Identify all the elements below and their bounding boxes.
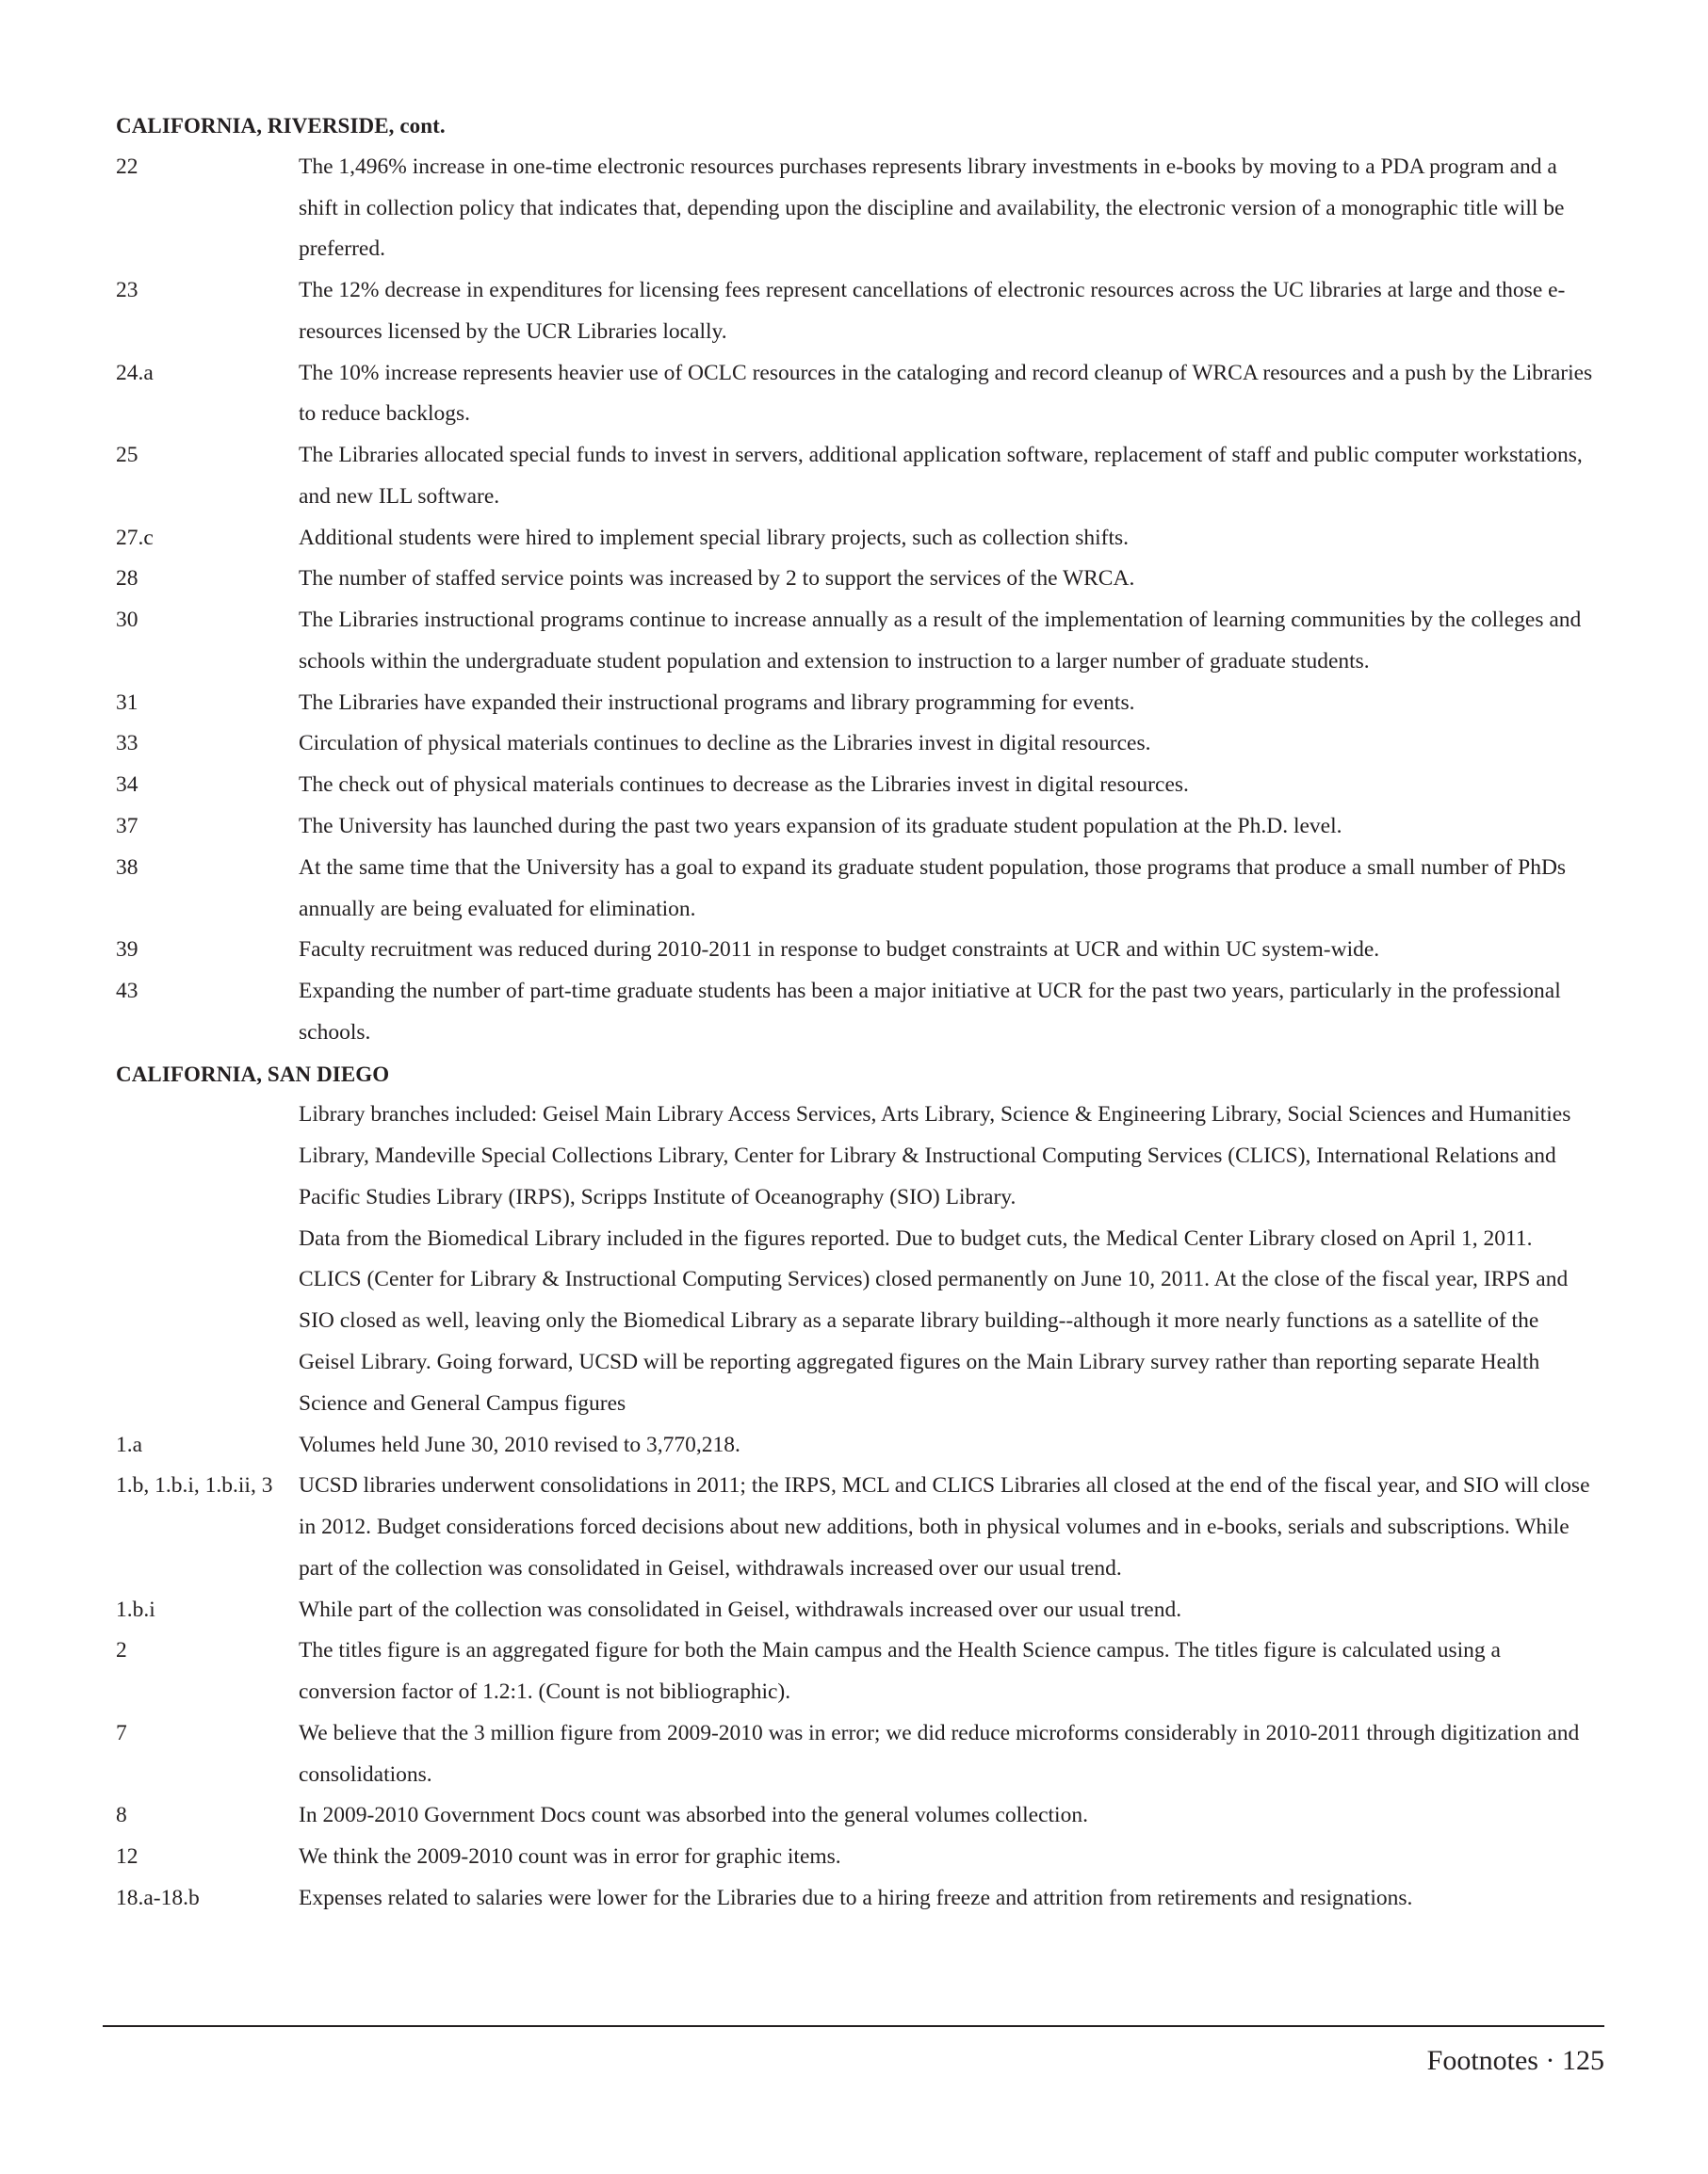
footnote-label: 24.a	[116, 360, 154, 385]
footnote-row	[116, 1466, 1604, 1589]
footer-divider	[103, 2025, 1604, 2027]
footnote-text: Faculty recruitment was reduced during 2010-2011 in response to budget constraints at UCR and within UC system-wide.	[299, 937, 1380, 963]
footnote-text: While part of the collection was consolidated in Geisel, withdrawals increased over our usual trend.	[299, 1597, 1182, 1622]
footnotes-content	[116, 105, 1604, 1920]
footnote-text: The check out of physical materials continues to decrease as the Libraries invest in digital resources.	[299, 772, 1189, 798]
footnote-label: 1.a	[116, 1432, 143, 1457]
footnote-label: 31	[116, 690, 138, 715]
footnote-label: 22	[116, 154, 138, 179]
page-number: 125	[1562, 2045, 1604, 2076]
footnote-text: Volumes held June 30, 2010 revised to 3,770,218.	[299, 1432, 740, 1457]
footnote-text: Additional students were hired to implement special library projects, such as collection shifts.	[299, 525, 1130, 550]
footnote-label: 33	[116, 731, 138, 756]
footnote-label: 43	[116, 979, 138, 1004]
footer-separator: ·	[1545, 2045, 1555, 2076]
footnote-text: Data from the Biomedical Library included in the figures reported. Due to budget cuts, the Medical Center Library closed on April 1, 2011. CLICS (Center for Library & Instructional Computing Services) closed permanently on June 10, 2011. At the close of the fiscal year, IRPS and SIO closed as well, leaving only the Biomedical Library as a separate library building--although it more nearly functions as a satellite of the Geisel Library. Going forward, UCSD will be reporting aggregated figures on the Main Library survey rather than reporting separate Health Science and General Campus figures	[299, 1225, 1569, 1416]
footnote-row	[116, 930, 1604, 971]
footnote-label: 12	[116, 1844, 138, 1870]
footnote-row	[116, 1630, 1604, 1713]
footnote-row	[116, 848, 1604, 931]
footnote-row	[116, 971, 1604, 1054]
footnote-row	[116, 806, 1604, 848]
footnote-text: The titles figure is an aggregated figure for both the Main campus and the Health Science campus. The titles figure is calculated using a conversion factor of 1.2:1. (Count is not bibliographic).	[299, 1638, 1501, 1705]
footnote-row	[116, 1837, 1604, 1878]
footnote-text: UCSD libraries underwent consolidations in 2011; the IRPS, MCL and CLICS Libraries all closed at the end of the fiscal year, and SIO will close in 2012. Budget considerations forced decisions about new additions, both in physical volumes and in e-books, serials and subscriptions. While part of the collection was consolidated in Geisel, withdrawals increased over our usual trend.	[299, 1473, 1590, 1581]
page-footer	[1427, 2042, 1604, 2080]
footnote-text: In 2009-2010 Government Docs count was absorbed into the general volumes collection.	[299, 1803, 1088, 1828]
footnote-label: 39	[116, 937, 138, 963]
footnote-label: 37	[116, 814, 138, 839]
footnote-label: 8	[116, 1803, 127, 1828]
footnote-label: 25	[116, 443, 138, 468]
footnote-row	[116, 765, 1604, 806]
section-riverside	[116, 105, 1604, 1054]
footnote-text: The 12% decrease in expenditures for licensing fees represent cancellations of electronic resources across the UC libraries at large and those e-resources licensed by the UCR Libraries locally.	[299, 278, 1566, 344]
footnote-text: At the same time that the University has a goal to expand its graduate student population, those programs that produce a small number of PhDs annually are being evaluated for elimination.	[299, 854, 1567, 921]
footnote-text: Expenses related to salaries were lower for the Libraries due to a hiring freeze and attrition from retirements and resignations.	[299, 1885, 1413, 1910]
footnote-text: The number of staffed service points was increased by 2 to support the services of the WRCA.	[299, 566, 1135, 592]
footnote-row	[116, 1713, 1604, 1796]
footnote-row	[116, 683, 1604, 724]
footnote-row	[116, 1590, 1604, 1631]
footnote-label: 1.b, 1.b.i, 1.b.ii, 3	[116, 1473, 273, 1499]
footnote-row	[116, 518, 1604, 560]
footnote-label: 28	[116, 566, 138, 592]
section-heading: CALIFORNIA, RIVERSIDE, cont.	[116, 114, 446, 138]
footnote-text: The 10% increase represents heavier use of OCLC resources in the cataloging and record cleanup of WRCA resources and a push by the Libraries to reduce backlogs.	[299, 360, 1593, 427]
footnote-text: We believe that the 3 million figure from 2009-2010 was in error; we did reduce microforms considerably in 2010-2011 through digitization and consolidations.	[299, 1720, 1580, 1787]
footnote-row	[116, 1878, 1604, 1920]
footnote-row	[116, 435, 1604, 518]
footnote-text: The Libraries allocated special funds to invest in servers, additional application software, replacement of staff and public computer workstations, and new ILL software.	[299, 443, 1583, 509]
footnote-label: 38	[116, 854, 138, 880]
footnote-row	[116, 600, 1604, 683]
footnote-label: 1.b.i	[116, 1597, 155, 1622]
footnote-label: 2	[116, 1638, 127, 1663]
footnote-text: The University has launched during the past two years expansion of its graduate student population at the Ph.D. level.	[299, 814, 1342, 839]
footnote-text: The Libraries instructional programs continue to increase annually as a result of the implementation of learning communities by the colleges and schools within the undergraduate student population and extension to instruction to a larger number of graduate students.	[299, 608, 1582, 673]
footnote-row	[116, 723, 1604, 765]
footnote-row	[116, 270, 1604, 353]
footnote-label: 30	[116, 608, 138, 633]
footnote-text: Expanding the number of part-time graduate students has been a major initiative at UCR for the past two years, particularly in the professional schools.	[299, 979, 1561, 1045]
footnote-text: We think the 2009-2010 count was in error for graphic items.	[299, 1844, 841, 1870]
footnote-row	[116, 147, 1604, 270]
footnote-row	[116, 559, 1604, 600]
footnote-label: 23	[116, 278, 138, 303]
footnote-label: 7	[116, 1720, 127, 1745]
footnote-text: The Libraries have expanded their instructional programs and library programming for events.	[299, 690, 1135, 715]
footnote-row	[116, 1095, 1604, 1218]
footnote-row	[116, 353, 1604, 436]
footnote-label: 18.a-18.b	[116, 1885, 200, 1910]
section-heading: CALIFORNIA, SAN DIEGO	[116, 1062, 390, 1086]
footnote-row	[116, 1795, 1604, 1837]
footnote-label: 34	[116, 772, 138, 798]
footnote-text: The 1,496% increase in one-time electronic resources purchases represents library investments in e-books by moving to a PDA program and a shift in collection policy that indicates that, depending upon the discipline and availability, the electronic version of a monographic title will be preferred.	[299, 154, 1565, 262]
footnote-row	[116, 1425, 1604, 1467]
footnote-row	[116, 1219, 1604, 1425]
section-san-diego	[116, 1054, 1604, 1920]
footnote-text: Circulation of physical materials continues to decline as the Libraries invest in digital resources.	[299, 731, 1151, 756]
footnote-text: Library branches included: Geisel Main Library Access Services, Arts Library, Science & Engineering Library, Social Sciences and Humanities Library, Mandeville Special Collections Library, Center for Library & Instructional Computing Services (CLICS), International Relations and Pacific Studies Library (IRPS), Scripps Institute of Oceanography (SIO) Library.	[299, 1102, 1571, 1209]
footnote-label: 27.c	[116, 525, 154, 550]
footer-section-name: Footnotes	[1426, 2045, 1538, 2076]
